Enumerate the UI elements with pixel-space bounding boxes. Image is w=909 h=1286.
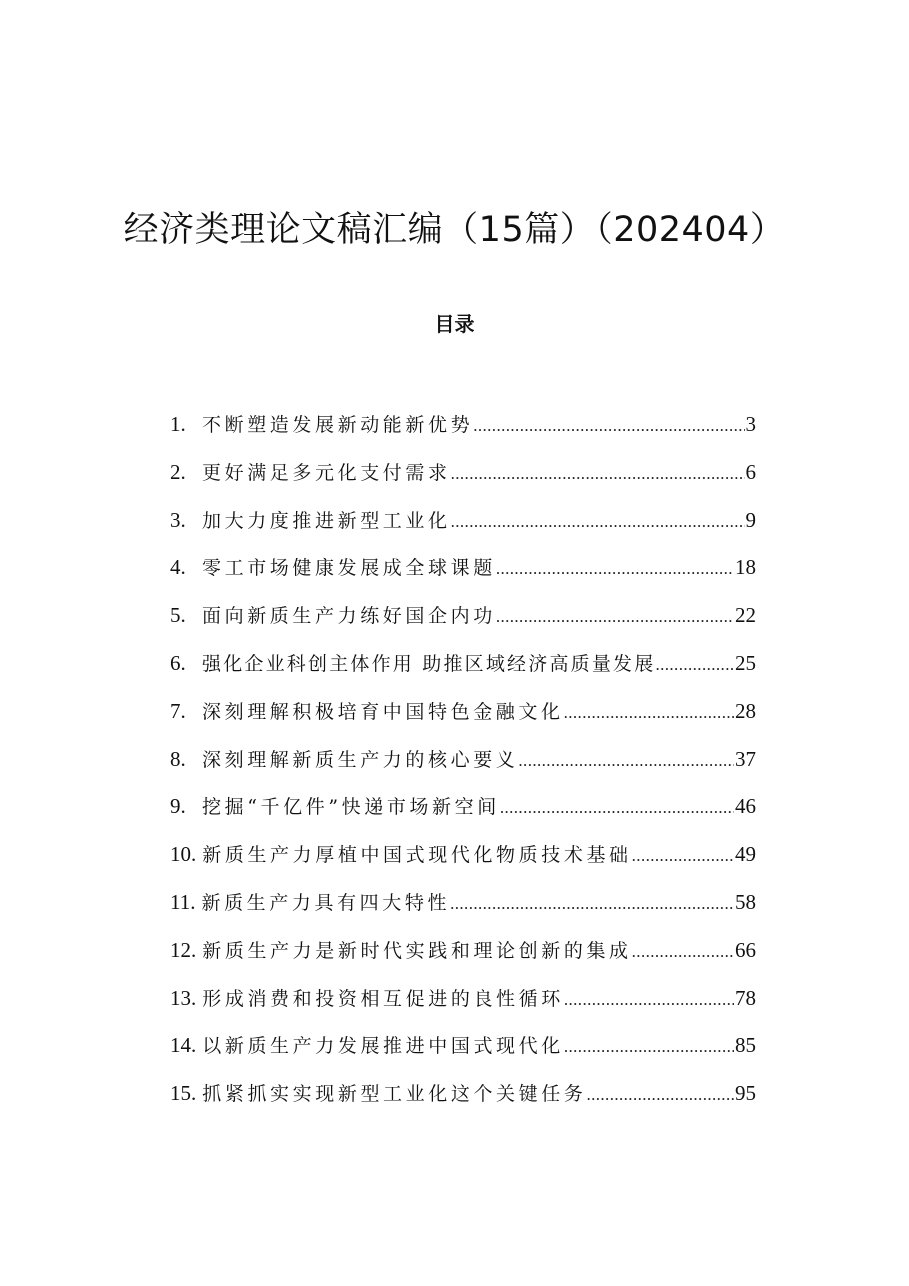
toc-entry-page: 46 [735, 794, 756, 819]
toc-entry-2[interactable] [170, 452, 756, 500]
toc-entry-page: 66 [735, 937, 756, 962]
toc-entry-4[interactable] [170, 547, 756, 595]
toc-entry-page: 28 [735, 698, 756, 723]
toc-entry-page: 49 [735, 842, 756, 867]
toc-entry-number: 13. [170, 985, 197, 1010]
toc-entry-number: 10. [170, 842, 197, 867]
toc-dot-leader [564, 1027, 734, 1067]
toc-entry-title: 强化企业科创主体作用 助推区域经济高质量发展 [202, 652, 656, 675]
toc-entry-7[interactable] [170, 691, 756, 739]
toc-entry-page: 18 [735, 555, 756, 580]
toc-entry-number: 9. [170, 794, 186, 819]
toc-entry-page: 58 [735, 889, 756, 914]
toc-entry-title: 以新质生产力发展推进中国式现代化 [202, 1035, 564, 1058]
toc-entry-15[interactable] [170, 1073, 756, 1121]
toc-entry-8[interactable] [170, 739, 756, 787]
toc-entry-page: 78 [735, 985, 756, 1010]
toc-entry-title: 新质生产力具有四大特性 [201, 891, 451, 914]
toc-entry-number: 1. [170, 412, 186, 436]
toc-entry-number: 4. [170, 555, 186, 580]
toc-dot-leader [564, 980, 734, 1020]
toc-entry-number: 11. [170, 889, 196, 914]
toc-entry-1[interactable] [170, 404, 756, 452]
toc-entry-title: 抓紧抓实实现新型工业化这个关键任务 [202, 1083, 587, 1106]
toc-entry-number: 12. [170, 937, 197, 962]
toc-entry-page: 6 [745, 459, 756, 484]
toc-dot-leader [564, 693, 734, 733]
toc-dot-leader [496, 549, 734, 589]
toc-dot-leader [451, 502, 745, 542]
toc-entry-11[interactable] [170, 882, 756, 930]
toc-entry-number: 2. [170, 459, 186, 484]
toc-entry-title: 加大力度推进新型工业化 [202, 509, 451, 532]
toc-entry-page: 3 [745, 412, 756, 436]
toc-dot-leader [518, 741, 734, 781]
toc-dot-leader [500, 788, 734, 828]
toc-entry-title: 不断塑造发展新动能新优势 [202, 414, 474, 436]
toc-dot-leader [655, 645, 734, 685]
toc-entry-number: 6. [170, 650, 186, 675]
toc-dot-leader [632, 836, 734, 876]
toc-entry-12[interactable] [170, 930, 756, 978]
toc-entry-10[interactable] [170, 834, 756, 882]
toc-entry-title: 零工市场健康发展成全球课题 [202, 557, 496, 580]
toc-entry-number: 5. [170, 603, 186, 628]
toc-entry-title: 深刻理解新质生产力的核心要义 [202, 748, 519, 771]
toc-dot-leader [473, 406, 744, 446]
document-title: 经济类理论文稿汇编（15篇）（202404） [123, 210, 786, 250]
toc-entry-title: 挖掘“千亿件”快递市场新空间 [202, 796, 500, 819]
toc-entry-number: 7. [170, 698, 186, 723]
toc-entry-3[interactable] [170, 500, 756, 548]
toc-entry-title: 深刻理解积极培育中国特色金融文化 [202, 700, 564, 723]
toc-entry-number: 15. [170, 1081, 197, 1106]
toc-dot-leader [451, 454, 745, 494]
toc-entry-5[interactable] [170, 595, 756, 643]
toc-heading: 目录 [434, 312, 475, 336]
toc-entry-title: 新质生产力是新时代实践和理论创新的集成 [202, 939, 632, 962]
toc-entry-6[interactable] [170, 643, 756, 691]
toc-entry-number: 14. [170, 1033, 197, 1058]
toc-entry-14[interactable] [170, 1025, 756, 1073]
toc-entry-number: 3. [170, 507, 186, 532]
toc-entry-9[interactable] [170, 786, 756, 834]
toc-entry-13[interactable] [170, 978, 756, 1026]
toc-entry-title: 新质生产力厚植中国式现代化物质技术基础 [202, 844, 632, 867]
toc-dot-leader [586, 1075, 734, 1115]
table-of-contents [170, 404, 756, 1121]
toc-dot-leader [450, 884, 734, 924]
toc-entry-title: 更好满足多元化支付需求 [202, 461, 451, 484]
toc-entry-page: 25 [735, 650, 756, 675]
toc-entry-page: 37 [735, 746, 756, 771]
toc-entry-page: 22 [735, 603, 756, 628]
toc-dot-leader [496, 597, 734, 637]
toc-entry-page: 9 [745, 507, 756, 532]
toc-dot-leader [632, 932, 734, 972]
toc-entry-page: 95 [735, 1081, 756, 1106]
toc-entry-title: 形成消费和投资相互促进的良性循环 [202, 987, 564, 1010]
toc-entry-title: 面向新质生产力练好国企内功 [202, 605, 496, 628]
toc-entry-page: 85 [735, 1033, 756, 1058]
toc-entry-number: 8. [170, 746, 186, 771]
